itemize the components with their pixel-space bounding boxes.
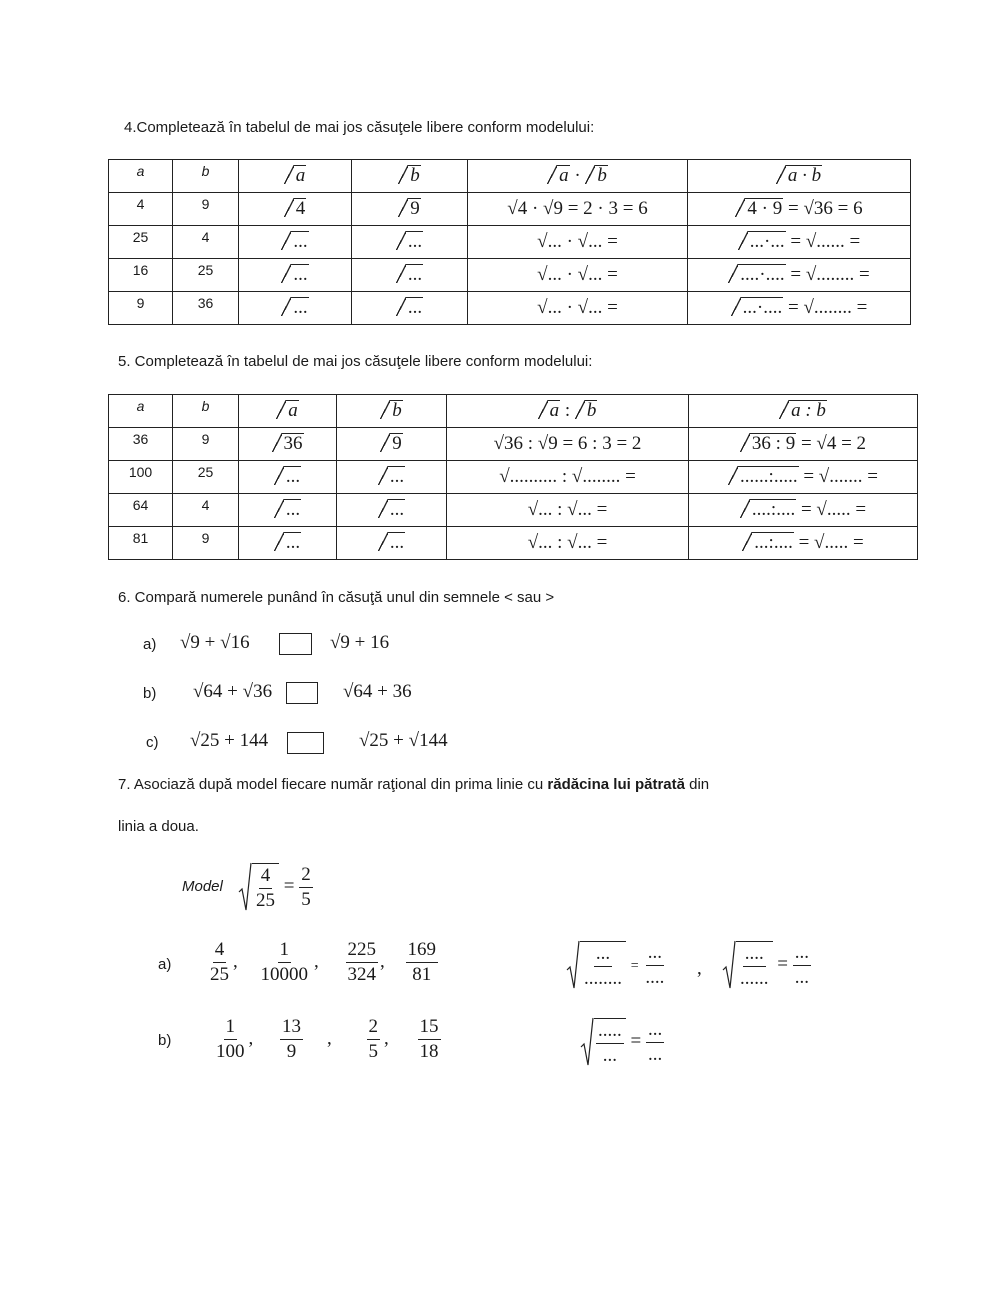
cell-sqrt-a[interactable]: ... bbox=[239, 494, 337, 527]
q7-a-answer-2[interactable]: $\frac{....}{......}$ = $\frac{...}{...}$ bbox=[722, 940, 811, 990]
header-sqrt-a: a bbox=[239, 395, 337, 428]
q6-item-b-left: √64 + √36 bbox=[193, 681, 273, 702]
table-row bbox=[109, 461, 918, 494]
cell-sqrt-b: 9 bbox=[352, 193, 468, 226]
radical-icon bbox=[238, 862, 252, 912]
cell-b: 9 bbox=[173, 527, 239, 560]
cell-sqrt-quotient[interactable]: ......:..... = √....... = bbox=[689, 461, 918, 494]
header-b: b bbox=[173, 160, 239, 193]
q5-header-row bbox=[109, 395, 918, 428]
q7-b-label: b) bbox=[158, 1032, 172, 1049]
cell-b: 4 bbox=[173, 494, 239, 527]
fraction: $\frac{13}{9}$ bbox=[282, 1016, 301, 1062]
cell-sqrt-product[interactable]: ....·.... = √........ = bbox=[688, 259, 911, 292]
cell-sqrt-a[interactable]: ... bbox=[239, 226, 352, 259]
fraction: $\frac{1}{10000}$ bbox=[260, 939, 308, 985]
q6-item-c-left: √25 + 144 bbox=[190, 730, 269, 751]
cell-sqrt-product[interactable]: ...·... = √...... = bbox=[688, 226, 911, 259]
cell-a: 81 bbox=[109, 527, 173, 560]
q6-item-c-answer-box[interactable] bbox=[287, 732, 324, 754]
q6-item-a-left: √9 + √16 bbox=[180, 632, 250, 653]
q4-table bbox=[108, 159, 911, 325]
fraction: $\frac{1}{100}$ bbox=[216, 1016, 245, 1062]
cell-a: 64 bbox=[109, 494, 173, 527]
cell-sqrt-b[interactable]: ... bbox=[352, 226, 468, 259]
table-row bbox=[109, 193, 911, 226]
q6-item-a-answer-box[interactable] bbox=[279, 633, 312, 655]
cell-sqrt-b: 9 bbox=[337, 428, 447, 461]
q7-b-answer[interactable]: $\frac{.....}{...}$ = $\frac{...}{...}$ bbox=[580, 1017, 664, 1067]
q7-a-fractions: $\frac{4}{25}$ , $\frac{1}{10000}$ , $\frac{225}{324}$ , $\frac{169}{81}$ bbox=[210, 939, 436, 985]
cell-quotient[interactable]: √.......... : √........ = bbox=[447, 461, 689, 494]
q5-title: 5. Completează în tabelul de mai jos căsuţele libere conform modelului: bbox=[118, 353, 593, 370]
header-sqrt-b: b bbox=[337, 395, 447, 428]
table-row bbox=[109, 292, 911, 325]
q7-model-expression: $\frac{4}{25}$ = $\frac{2}{5}$ bbox=[238, 862, 313, 912]
cell-sqrt-a[interactable]: ... bbox=[239, 259, 352, 292]
cell-sqrt-product[interactable]: ...·.... = √........ = bbox=[688, 292, 911, 325]
q6-item-b-right: √64 + 36 bbox=[343, 681, 412, 702]
fraction: $\frac{4}{25}$ bbox=[210, 939, 229, 985]
table-row bbox=[109, 527, 918, 560]
radical-icon bbox=[722, 940, 736, 990]
q4-title: 4.Completează în tabelul de mai jos căsuţele libere conform modelului: bbox=[124, 119, 595, 136]
cell-a: 36 bbox=[109, 428, 173, 461]
header-sqrt-a: a bbox=[239, 160, 352, 193]
q6-item-a-label: a) bbox=[143, 636, 157, 653]
cell-product[interactable]: √... · √... = bbox=[468, 226, 688, 259]
q7-b-fractions: $\frac{1}{100}$ , $\frac{13}{9}$ , $\frac{2}{5}$ , $\frac{15}{18}$ bbox=[216, 1016, 439, 1062]
cell-product: √4 · √9 = 2 · 3 = 6 bbox=[468, 193, 688, 226]
cell-product[interactable]: √... · √... = bbox=[468, 259, 688, 292]
cell-a: 9 bbox=[109, 292, 173, 325]
header-b: b bbox=[173, 395, 239, 428]
cell-b: 4 bbox=[173, 226, 239, 259]
table-row bbox=[109, 226, 911, 259]
q6-item-b-answer-box[interactable] bbox=[286, 682, 318, 704]
q7-a-answer-1[interactable]: $\frac{...}{........}$ = $\frac{...}{....}$ bbox=[566, 940, 666, 990]
q6-title: 6. Compară numerele punând în căsuţă unul din semnele < sau > bbox=[118, 589, 555, 606]
q6-item-c-label: c) bbox=[146, 734, 159, 751]
cell-b: 25 bbox=[173, 461, 239, 494]
q7-a-separator: , bbox=[697, 958, 702, 979]
q6-item-b-label: b) bbox=[143, 685, 157, 702]
header-sqrt-a-times-sqrt-b: a · b bbox=[468, 160, 688, 193]
table-row bbox=[109, 494, 918, 527]
table-row bbox=[109, 259, 911, 292]
q7-model-label: Model bbox=[182, 878, 223, 895]
q7-title-line2: linia a doua. bbox=[118, 818, 199, 835]
cell-b: 25 bbox=[173, 259, 239, 292]
cell-sqrt-a: 36 bbox=[239, 428, 337, 461]
fraction: $\frac{225}{324}$ bbox=[347, 939, 376, 985]
table-row bbox=[109, 428, 918, 461]
q4-header-row bbox=[109, 160, 911, 193]
cell-sqrt-b[interactable]: ... bbox=[337, 527, 447, 560]
cell-sqrt-quotient: 36 : 9 = √4 = 2 bbox=[689, 428, 918, 461]
cell-b: 9 bbox=[173, 193, 239, 226]
cell-sqrt-a[interactable]: ... bbox=[239, 461, 337, 494]
q7-title-post: din bbox=[684, 776, 710, 793]
cell-sqrt-b[interactable]: ... bbox=[352, 292, 468, 325]
cell-quotient: √36 : √9 = 6 : 3 = 2 bbox=[447, 428, 689, 461]
cell-a: 4 bbox=[109, 193, 173, 226]
header-sqrt-a-div-sqrt-b: a : b bbox=[447, 395, 689, 428]
cell-sqrt-a[interactable]: ... bbox=[239, 292, 352, 325]
cell-sqrt-a[interactable]: ... bbox=[239, 527, 337, 560]
q6-item-c-right: √25 + √144 bbox=[359, 730, 448, 751]
q7-title-pre: 7. Asociază după model fiecare număr raţional din prima linie cu bbox=[118, 776, 548, 793]
header-sqrt-a-div-b: a : b bbox=[689, 395, 918, 428]
cell-sqrt-b[interactable]: ... bbox=[352, 259, 468, 292]
fraction: $\frac{15}{18}$ bbox=[419, 1016, 439, 1062]
q7-title bbox=[118, 776, 709, 793]
header-a: a bbox=[109, 160, 173, 193]
cell-sqrt-a: 4 bbox=[239, 193, 352, 226]
q5-table bbox=[108, 394, 918, 560]
fraction: $\frac{169}{81}$ bbox=[407, 939, 436, 985]
cell-sqrt-quotient[interactable]: ....:.... = √..... = bbox=[689, 494, 918, 527]
cell-quotient[interactable]: √... : √... = bbox=[447, 494, 689, 527]
cell-b: 9 bbox=[173, 428, 239, 461]
q7-title-bold: rădăcina lui pătrată bbox=[547, 776, 685, 793]
header-sqrt-ab: a · b bbox=[688, 160, 911, 193]
cell-a: 25 bbox=[109, 226, 173, 259]
cell-sqrt-product: 4 · 9 = √36 = 6 bbox=[688, 193, 911, 226]
header-sqrt-b: b bbox=[352, 160, 468, 193]
cell-sqrt-b[interactable]: ... bbox=[337, 461, 447, 494]
radical-icon bbox=[566, 940, 580, 990]
cell-sqrt-quotient[interactable]: ...:.... = √..... = bbox=[689, 527, 918, 560]
header-a: a bbox=[109, 395, 173, 428]
q7-a-label: a) bbox=[158, 956, 172, 973]
cell-quotient[interactable]: √... : √... = bbox=[447, 527, 689, 560]
cell-a: 16 bbox=[109, 259, 173, 292]
q6-item-a-right: √9 + 16 bbox=[330, 632, 390, 653]
cell-product[interactable]: √... · √... = bbox=[468, 292, 688, 325]
cell-a: 100 bbox=[109, 461, 173, 494]
radical-icon bbox=[580, 1017, 594, 1067]
fraction: $\frac{2}{5}$ bbox=[368, 1016, 378, 1062]
cell-b: 36 bbox=[173, 292, 239, 325]
cell-sqrt-b[interactable]: ... bbox=[337, 494, 447, 527]
